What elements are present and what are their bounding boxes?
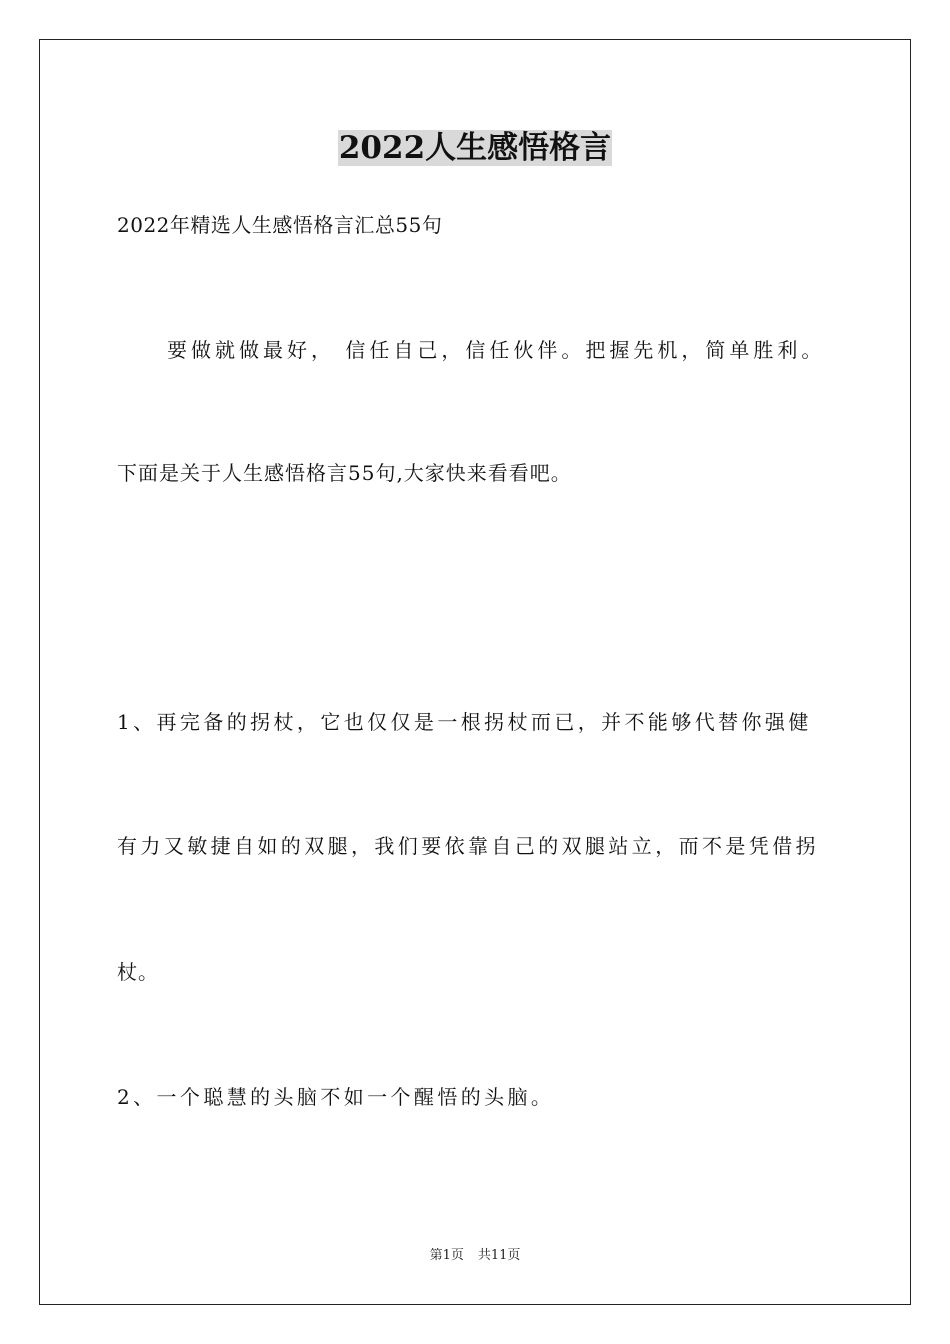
document-title [0, 128, 950, 168]
intro-paragraph: 要做就做最好， 信任自己，信任伙伴。把握先机，简单胜利。 [167, 338, 826, 362]
page-total: 共11页 [477, 1248, 521, 1263]
document-subtitle: 2022年精选人生感悟格言汇总55句 [117, 213, 443, 237]
document-title-text: 2022人生感悟格言 [338, 130, 612, 166]
page-footer [0, 1247, 950, 1265]
quote-1-line-2: 有力又敏捷自如的双腿，我们要依靠自己的双腿站立，而不是凭借拐 [117, 834, 819, 858]
quote-1-line-1: 1、再完备的拐杖，它也仅仅是一根拐杖而已，并不能够代替你强健 [117, 710, 812, 734]
quote-1-line-3: 杖。 [117, 960, 159, 984]
page-number: 第1页 [429, 1248, 464, 1263]
quote-2: 2、一个聪慧的头脑不如一个醒悟的头脑。 [117, 1085, 555, 1109]
lead-paragraph: 下面是关于人生感悟格言55句,大家快来看看吧。 [117, 461, 572, 485]
